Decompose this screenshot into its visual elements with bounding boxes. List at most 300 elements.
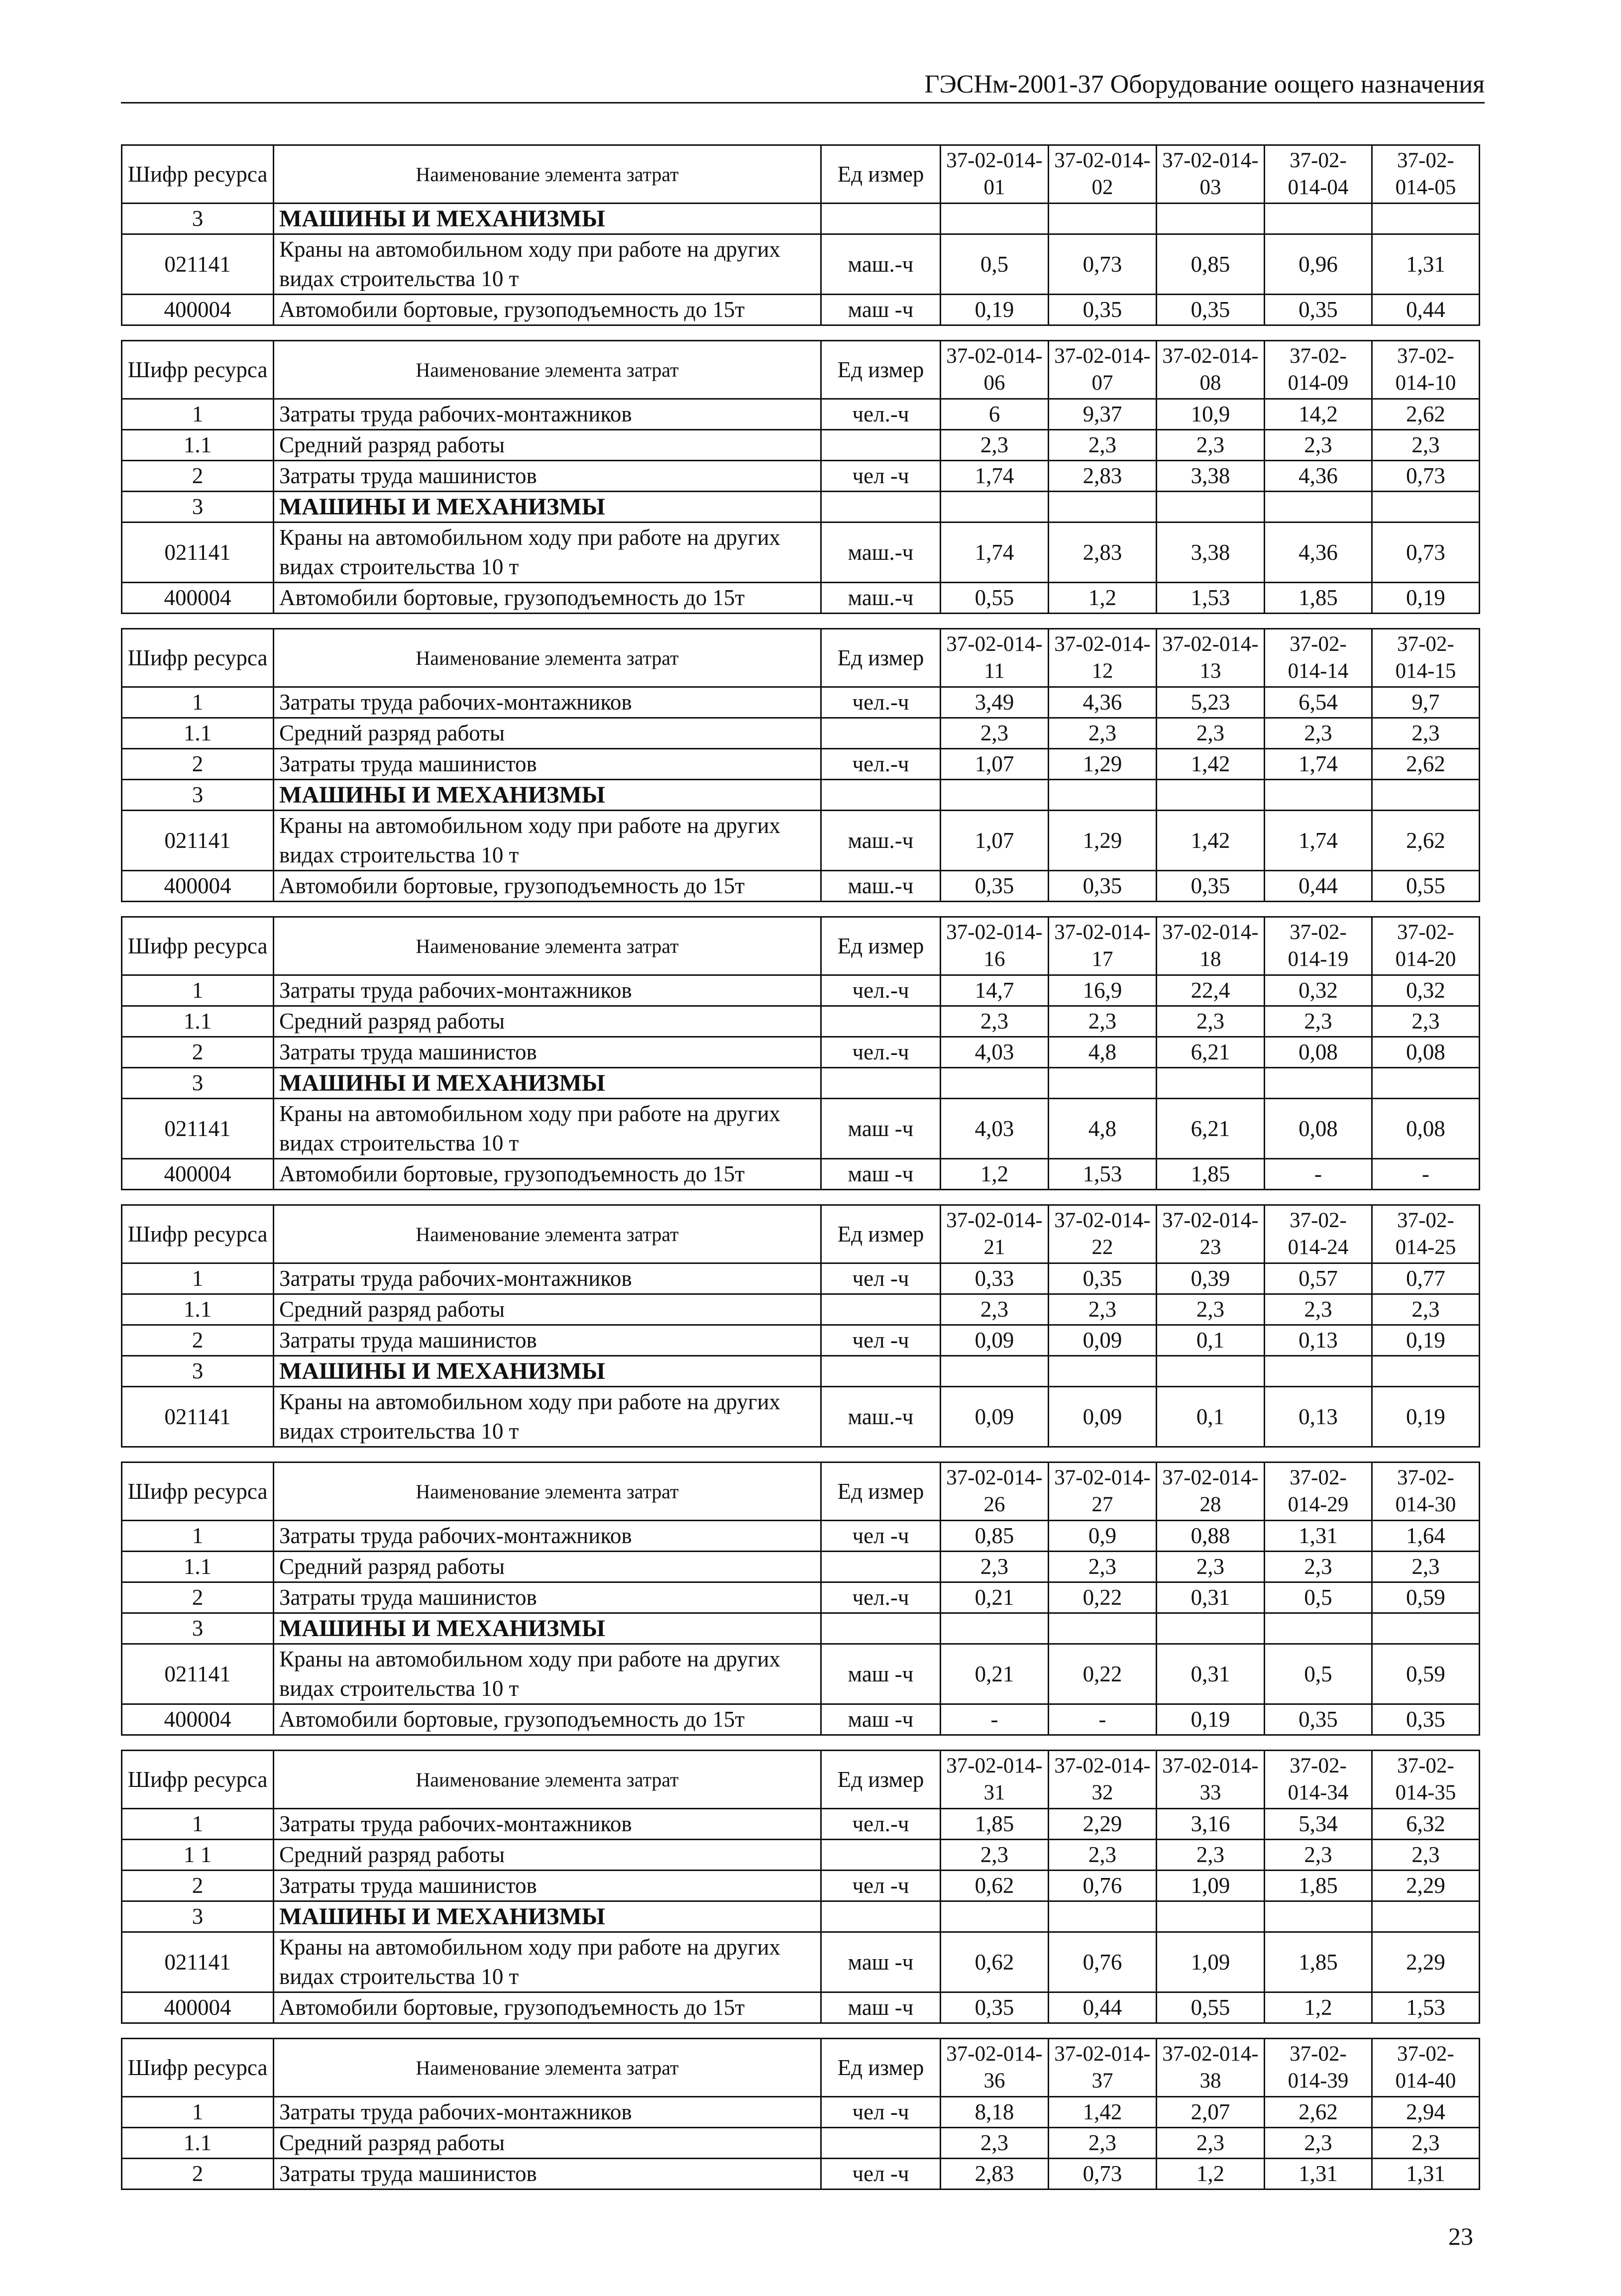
resource-code: 1 <box>122 1263 274 1294</box>
resource-code: 1 <box>122 975 274 1006</box>
value-cell <box>941 1356 1049 1387</box>
resource-code: 1 <box>122 687 274 718</box>
value-cell: 4,36 <box>1049 687 1157 718</box>
value-cell: 0,35 <box>1049 1263 1157 1294</box>
value-cell: 1,2 <box>1265 1992 1372 2023</box>
value-cell: 0,76 <box>1049 1932 1157 1992</box>
column-header-resource-code: Шифр ресурса <box>122 917 274 975</box>
resource-code: 021141 <box>122 1099 274 1159</box>
resource-code: 1 <box>122 1809 274 1840</box>
value-cell: 2,3 <box>1157 1840 1265 1871</box>
value-cell: 0,35 <box>1157 871 1265 902</box>
column-header-norm-code: 37-02-014-17 <box>1049 917 1157 975</box>
table-row <box>122 2097 1480 2128</box>
table-row <box>122 295 1480 325</box>
column-header-norm-code: 37-02-014-04 <box>1265 145 1372 204</box>
resource-table <box>121 144 1480 326</box>
value-cell: 0,5 <box>941 234 1049 295</box>
value-cell <box>1049 1068 1157 1099</box>
value-cell <box>1049 780 1157 811</box>
value-cell: 2,3 <box>941 1006 1049 1037</box>
resource-code: 3 <box>122 1613 274 1644</box>
value-cell: 4,36 <box>1265 461 1372 492</box>
value-cell: 0,59 <box>1372 1644 1480 1704</box>
cost-name: Автомобили бортовые, грузоподъемность до 15т <box>274 1159 821 1190</box>
value-cell: 1,74 <box>1265 811 1372 871</box>
resource-code: 2 <box>122 1871 274 1901</box>
column-header-cost-name: Наименование элемента затрат <box>274 1462 821 1521</box>
value-cell: 2,3 <box>1157 430 1265 461</box>
value-cell: 2,3 <box>1157 1006 1265 1037</box>
value-cell: 6,21 <box>1157 1037 1265 1068</box>
column-header-norm-code: 37-02-014-39 <box>1265 2039 1372 2097</box>
value-cell: 0,09 <box>1049 1387 1157 1447</box>
value-cell: 9,7 <box>1372 687 1480 718</box>
value-cell: 2,62 <box>1372 399 1480 430</box>
resource-code: 021141 <box>122 522 274 583</box>
column-header-norm-code: 37-02-014-21 <box>941 1205 1049 1263</box>
resource-code: 3 <box>122 492 274 522</box>
value-cell: 2,3 <box>941 718 1049 749</box>
column-header-norm-code: 37-02-014-12 <box>1049 629 1157 687</box>
cost-name: Средний разряд работы <box>274 1552 821 1582</box>
value-cell <box>1157 492 1265 522</box>
cost-name: Краны на автомобильном ходу при работе на других видах строительства 10 т <box>274 234 821 295</box>
table-row <box>122 1871 1480 1901</box>
cost-name: МАШИНЫ И МЕХАНИЗМЫ <box>274 1068 821 1099</box>
unit: маш -ч <box>821 295 941 325</box>
unit: маш -ч <box>821 1099 941 1159</box>
resource-code: 2 <box>122 749 274 780</box>
value-cell: 1,74 <box>1265 749 1372 780</box>
value-cell: 0,32 <box>1372 975 1480 1006</box>
value-cell: 0,08 <box>1372 1037 1480 1068</box>
value-cell: 0,22 <box>1049 1582 1157 1613</box>
column-header-norm-code: 37-02-014-03 <box>1157 145 1265 204</box>
unit: чел.-ч <box>821 1582 941 1613</box>
cost-name: Средний разряд работы <box>274 718 821 749</box>
table-row <box>122 461 1480 492</box>
value-cell <box>1265 1068 1372 1099</box>
value-cell: 0,22 <box>1049 1644 1157 1704</box>
unit <box>821 718 941 749</box>
column-header-norm-code: 37-02-014-32 <box>1049 1751 1157 1809</box>
column-header-norm-code: 37-02-014-36 <box>941 2039 1049 2097</box>
resource-code: 1.1 <box>122 1552 274 1582</box>
value-cell: 2,3 <box>1265 1840 1372 1871</box>
value-cell: 1,2 <box>1049 583 1157 614</box>
value-cell: 0,31 <box>1157 1582 1265 1613</box>
cost-name: Затраты труда машинистов <box>274 2159 821 2190</box>
unit: маш -ч <box>821 1644 941 1704</box>
value-cell: 1,31 <box>1372 234 1480 295</box>
value-cell: 3,38 <box>1157 461 1265 492</box>
table-row <box>122 1325 1480 1356</box>
value-cell <box>1265 492 1372 522</box>
cost-name: МАШИНЫ И МЕХАНИЗМЫ <box>274 204 821 234</box>
column-header-norm-code: 37-02-014-37 <box>1049 2039 1157 2097</box>
cost-name: Затраты труда рабочих-монтажников <box>274 1263 821 1294</box>
resource-code: 1.1 <box>122 430 274 461</box>
value-cell: 1,85 <box>941 1809 1049 1840</box>
value-cell: 0,35 <box>1372 1704 1480 1735</box>
unit: чел.-ч <box>821 975 941 1006</box>
value-cell <box>1049 204 1157 234</box>
cost-name: Краны на автомобильном ходу при работе на других видах строительства 10 т <box>274 522 821 583</box>
value-cell: 0,96 <box>1265 234 1372 295</box>
value-cell: 2,3 <box>1372 1840 1480 1871</box>
unit: маш.-ч <box>821 811 941 871</box>
table-row <box>122 399 1480 430</box>
value-cell: 1,85 <box>1265 583 1372 614</box>
value-cell: 2,29 <box>1372 1932 1480 1992</box>
value-cell: 0,32 <box>1265 975 1372 1006</box>
column-header-norm-code: 37-02-014-16 <box>941 917 1049 975</box>
value-cell: 2,3 <box>1265 1552 1372 1582</box>
value-cell: 1,74 <box>941 461 1049 492</box>
value-cell <box>1157 1901 1265 1932</box>
value-cell: 6,32 <box>1372 1809 1480 1840</box>
value-cell: 2,3 <box>1157 1552 1265 1582</box>
value-cell: 0,85 <box>941 1521 1049 1552</box>
value-cell: 4,8 <box>1049 1037 1157 1068</box>
column-header-norm-code: 37-02-014-24 <box>1265 1205 1372 1263</box>
value-cell: 0,1 <box>1157 1387 1265 1447</box>
table-row <box>122 1387 1480 1447</box>
value-cell: 4,03 <box>941 1037 1049 1068</box>
value-cell: 0,35 <box>941 1992 1049 2023</box>
value-cell: 0,62 <box>941 1871 1049 1901</box>
unit: чел.-ч <box>821 687 941 718</box>
column-header-cost-name: Наименование элемента затрат <box>274 1205 821 1263</box>
table-row <box>122 871 1480 902</box>
value-cell: 0,39 <box>1157 1263 1265 1294</box>
value-cell: 0,55 <box>1372 871 1480 902</box>
table-header-row <box>122 1751 1480 1809</box>
table-row <box>122 234 1480 295</box>
value-cell <box>1265 1901 1372 1932</box>
value-cell: 0,57 <box>1265 1263 1372 1294</box>
value-cell: 0,35 <box>1265 295 1372 325</box>
value-cell: 2,3 <box>1372 1006 1480 1037</box>
value-cell: 0,55 <box>1157 1992 1265 2023</box>
resource-code: 400004 <box>122 1704 274 1735</box>
value-cell: 2,3 <box>941 1552 1049 1582</box>
value-cell: 0,31 <box>1157 1644 1265 1704</box>
value-cell: 0,21 <box>941 1582 1049 1613</box>
cost-name: Краны на автомобильном ходу при работе на других видах строительства 10 т <box>274 1644 821 1704</box>
table-row <box>122 780 1480 811</box>
value-cell: 1,2 <box>941 1159 1049 1190</box>
cost-name: Затраты труда машинистов <box>274 1325 821 1356</box>
value-cell <box>941 492 1049 522</box>
value-cell: 0,13 <box>1265 1387 1372 1447</box>
value-cell: 2,3 <box>1049 1552 1157 1582</box>
value-cell: 1,85 <box>1265 1932 1372 1992</box>
value-cell <box>1157 780 1265 811</box>
unit <box>821 1068 941 1099</box>
table-row <box>122 1006 1480 1037</box>
column-header-norm-code: 37-02-014-05 <box>1372 145 1480 204</box>
cost-name: Средний разряд работы <box>274 2128 821 2159</box>
unit <box>821 1006 941 1037</box>
table-header-row <box>122 1462 1480 1521</box>
table-row <box>122 2128 1480 2159</box>
value-cell: 14,2 <box>1265 399 1372 430</box>
value-cell: 14,7 <box>941 975 1049 1006</box>
unit: маш.-ч <box>821 234 941 295</box>
table-row <box>122 1159 1480 1190</box>
value-cell: 2,3 <box>1372 430 1480 461</box>
value-cell: 2,3 <box>941 430 1049 461</box>
resource-table <box>121 2038 1480 2190</box>
value-cell: 0,73 <box>1049 234 1157 295</box>
column-header-unit: Ед измер <box>821 1751 941 1809</box>
value-cell: 9,37 <box>1049 399 1157 430</box>
table-row <box>122 1099 1480 1159</box>
unit: маш -ч <box>821 1932 941 1992</box>
cost-name: МАШИНЫ И МЕХАНИЗМЫ <box>274 1901 821 1932</box>
unit <box>821 204 941 234</box>
column-header-norm-code: 37-02-014-34 <box>1265 1751 1372 1809</box>
column-header-unit: Ед измер <box>821 341 941 399</box>
value-cell: 2,3 <box>1372 2128 1480 2159</box>
resource-code: 400004 <box>122 1159 274 1190</box>
resource-code: 400004 <box>122 583 274 614</box>
cost-name: Затраты труда рабочих-монтажников <box>274 1809 821 1840</box>
value-cell: 0,85 <box>1157 234 1265 295</box>
value-cell: 2,29 <box>1049 1809 1157 1840</box>
value-cell <box>941 1901 1049 1932</box>
cost-name: Средний разряд работы <box>274 430 821 461</box>
resource-table <box>121 340 1480 614</box>
table-row <box>122 749 1480 780</box>
value-cell: 0,44 <box>1372 295 1480 325</box>
value-cell: 0,35 <box>1265 1704 1372 1735</box>
resource-code: 1.1 <box>122 1006 274 1037</box>
value-cell: - <box>941 1704 1049 1735</box>
value-cell: 2,3 <box>1049 1294 1157 1325</box>
value-cell: 0,55 <box>941 583 1049 614</box>
column-header-resource-code: Шифр ресурса <box>122 341 274 399</box>
value-cell <box>1049 1613 1157 1644</box>
resource-table <box>121 628 1480 902</box>
cost-name: МАШИНЫ И МЕХАНИЗМЫ <box>274 492 821 522</box>
unit: чел.-ч <box>821 1037 941 1068</box>
column-header-cost-name: Наименование элемента затрат <box>274 341 821 399</box>
value-cell: 0,59 <box>1372 1582 1480 1613</box>
cost-name: Средний разряд работы <box>274 1294 821 1325</box>
resource-code: 021141 <box>122 1932 274 1992</box>
unit: чел -ч <box>821 1325 941 1356</box>
value-cell <box>1265 204 1372 234</box>
cost-name: Автомобили бортовые, грузоподъемность до 15т <box>274 583 821 614</box>
value-cell: 0,9 <box>1049 1521 1157 1552</box>
resource-code: 1 1 <box>122 1840 274 1871</box>
value-cell: 2,83 <box>941 2159 1049 2190</box>
value-cell <box>1049 1901 1157 1932</box>
table-row <box>122 583 1480 614</box>
unit <box>821 1613 941 1644</box>
value-cell: 2,62 <box>1372 749 1480 780</box>
value-cell: 2,3 <box>1157 1294 1265 1325</box>
column-header-norm-code: 37-02-014-30 <box>1372 1462 1480 1521</box>
table-header-row <box>122 2039 1480 2097</box>
column-header-norm-code: 37-02-014-28 <box>1157 1462 1265 1521</box>
table-row <box>122 522 1480 583</box>
value-cell: 1,07 <box>941 811 1049 871</box>
unit: маш -ч <box>821 1992 941 2023</box>
cost-name: Средний разряд работы <box>274 1006 821 1037</box>
table-row <box>122 811 1480 871</box>
value-cell: 0,08 <box>1265 1099 1372 1159</box>
cost-name: Затраты труда рабочих-монтажников <box>274 687 821 718</box>
value-cell <box>1372 1356 1480 1387</box>
value-cell: 2,3 <box>941 1294 1049 1325</box>
resource-table <box>121 1461 1480 1736</box>
value-cell: 0,73 <box>1049 2159 1157 2190</box>
value-cell: - <box>1265 1159 1372 1190</box>
value-cell: 2,83 <box>1049 522 1157 583</box>
value-cell <box>941 1068 1049 1099</box>
value-cell: 4,8 <box>1049 1099 1157 1159</box>
column-header-norm-code: 37-02-014-14 <box>1265 629 1372 687</box>
cost-name: МАШИНЫ И МЕХАНИЗМЫ <box>274 780 821 811</box>
unit: маш -ч <box>821 1159 941 1190</box>
column-header-norm-code: 37-02-014-07 <box>1049 341 1157 399</box>
cost-name: Средний разряд работы <box>274 1840 821 1871</box>
unit: чел.-ч <box>821 399 941 430</box>
unit <box>821 1840 941 1871</box>
table-header-row <box>122 145 1480 204</box>
resource-code: 2 <box>122 1582 274 1613</box>
table-row <box>122 718 1480 749</box>
table-row <box>122 204 1480 234</box>
value-cell: 0,1 <box>1157 1325 1265 1356</box>
value-cell: 2,3 <box>1372 1294 1480 1325</box>
column-header-resource-code: Шифр ресурса <box>122 1205 274 1263</box>
table-header-row <box>122 341 1480 399</box>
cost-name: Затраты труда рабочих-монтажников <box>274 975 821 1006</box>
value-cell <box>941 780 1049 811</box>
value-cell: 0,19 <box>941 295 1049 325</box>
unit <box>821 492 941 522</box>
column-header-norm-code: 37-02-014-33 <box>1157 1751 1265 1809</box>
column-header-norm-code: 37-02-014-35 <box>1372 1751 1480 1809</box>
value-cell: 1,31 <box>1265 1521 1372 1552</box>
unit: маш.-ч <box>821 871 941 902</box>
resource-table <box>121 916 1480 1190</box>
resource-table <box>121 1204 1480 1448</box>
value-cell: 0,19 <box>1372 1325 1480 1356</box>
value-cell <box>1157 1068 1265 1099</box>
table-row <box>122 1356 1480 1387</box>
column-header-resource-code: Шифр ресурса <box>122 1751 274 1809</box>
value-cell <box>1372 204 1480 234</box>
column-header-norm-code: 37-02-014-22 <box>1049 1205 1157 1263</box>
value-cell: 3,49 <box>941 687 1049 718</box>
value-cell: 0,13 <box>1265 1325 1372 1356</box>
value-cell: 0,73 <box>1372 522 1480 583</box>
value-cell: 2,62 <box>1265 2097 1372 2128</box>
column-header-norm-code: 37-02-014-40 <box>1372 2039 1480 2097</box>
value-cell: 1,53 <box>1049 1159 1157 1190</box>
column-header-norm-code: 37-02-014-29 <box>1265 1462 1372 1521</box>
value-cell: 1,42 <box>1157 811 1265 871</box>
value-cell: 0,19 <box>1372 583 1480 614</box>
value-cell: 0,44 <box>1265 871 1372 902</box>
value-cell: 0,08 <box>1265 1037 1372 1068</box>
table-row <box>122 1840 1480 1871</box>
column-header-norm-code: 37-02-014-38 <box>1157 2039 1265 2097</box>
value-cell: 1,09 <box>1157 1932 1265 1992</box>
value-cell: 0,76 <box>1049 1871 1157 1901</box>
document-title: ГЭСНм-2001-37 Оборудование оощего назначения <box>924 70 1485 99</box>
column-header-unit: Ед измер <box>821 145 941 204</box>
resource-code: 1.1 <box>122 718 274 749</box>
unit <box>821 430 941 461</box>
resource-code: 400004 <box>122 871 274 902</box>
cost-name: Затраты труда машинистов <box>274 1037 821 1068</box>
column-header-unit: Ед измер <box>821 1205 941 1263</box>
value-cell: 0,35 <box>1049 871 1157 902</box>
value-cell <box>941 1613 1049 1644</box>
resource-code: 3 <box>122 204 274 234</box>
value-cell: 0,35 <box>1157 295 1265 325</box>
unit <box>821 1356 941 1387</box>
cost-name: Краны на автомобильном ходу при работе на других видах строительства 10 т <box>274 811 821 871</box>
value-cell: 2,94 <box>1372 2097 1480 2128</box>
cost-name: Краны на автомобильном ходу при работе на других видах строительства 10 т <box>274 1932 821 1992</box>
value-cell <box>1265 1613 1372 1644</box>
value-cell: 4,03 <box>941 1099 1049 1159</box>
resource-code: 1 <box>122 2097 274 2128</box>
table-row <box>122 687 1480 718</box>
column-header-unit: Ед измер <box>821 2039 941 2097</box>
column-header-norm-code: 37-02-014-31 <box>941 1751 1049 1809</box>
value-cell: 2,3 <box>941 2128 1049 2159</box>
value-cell: 2,29 <box>1372 1871 1480 1901</box>
value-cell: 4,36 <box>1265 522 1372 583</box>
column-header-norm-code: 37-02-014-08 <box>1157 341 1265 399</box>
value-cell: 1,85 <box>1157 1159 1265 1190</box>
value-cell: 1,31 <box>1372 2159 1480 2190</box>
value-cell: 1,42 <box>1157 749 1265 780</box>
unit <box>821 1552 941 1582</box>
resource-code: 3 <box>122 1901 274 1932</box>
resource-code: 021141 <box>122 1644 274 1704</box>
cost-name: Автомобили бортовые, грузоподъемность до 15т <box>274 295 821 325</box>
table-row <box>122 1582 1480 1613</box>
value-cell <box>1372 492 1480 522</box>
resource-code: 1 <box>122 399 274 430</box>
page-header <box>121 70 1485 104</box>
table-row <box>122 1809 1480 1840</box>
cost-name: МАШИНЫ И МЕХАНИЗМЫ <box>274 1356 821 1387</box>
unit: чел -ч <box>821 2159 941 2190</box>
resource-code: 021141 <box>122 234 274 295</box>
value-cell: - <box>1372 1159 1480 1190</box>
value-cell: 1,29 <box>1049 811 1157 871</box>
column-header-resource-code: Шифр ресурса <box>122 2039 274 2097</box>
value-cell: 1,53 <box>1372 1992 1480 2023</box>
value-cell: 2,3 <box>941 1840 1049 1871</box>
value-cell: 2,07 <box>1157 2097 1265 2128</box>
table-row <box>122 1644 1480 1704</box>
resource-code: 021141 <box>122 1387 274 1447</box>
value-cell: 0,77 <box>1372 1263 1480 1294</box>
value-cell: 0,09 <box>1049 1325 1157 1356</box>
